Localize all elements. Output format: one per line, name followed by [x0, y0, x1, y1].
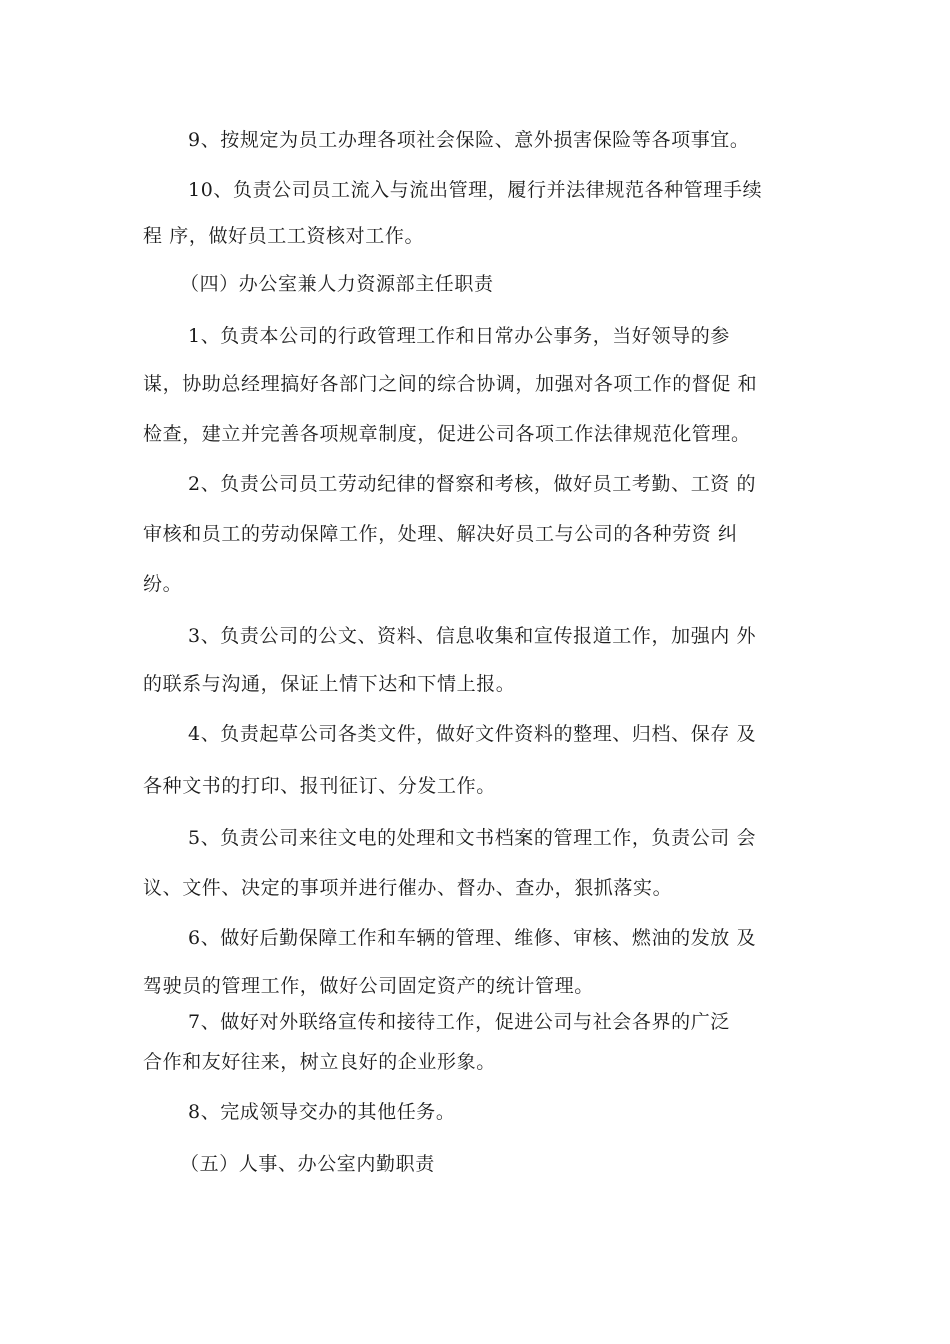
text-line: 8、完成领导交办的其他任务。	[188, 1101, 456, 1123]
text-line: 9、按规定为员工办理各项社会保险、意外损害保险等各项事宜。	[188, 129, 750, 151]
section-heading: （五）人事、办公室内勤职责	[180, 1153, 435, 1175]
text-line: 4、负责起草公司各类文件，做好文件资料的整理、归档、保存 及	[188, 723, 757, 745]
text-line: 谋，协助总经理搞好各部门之间的综合协调，加强对各项工作的督促 和	[143, 373, 758, 395]
text-line: 程 序，做好员工工资核对工作。	[143, 225, 425, 247]
text-line: 1、负责本公司的行政管理工作和日常办公事务，当好领导的参	[188, 325, 730, 347]
text-line: 驾驶员的管理工作，做好公司固定资产的统计管理。	[143, 975, 594, 997]
text-line: 纷。	[143, 573, 183, 595]
text-line: 6、做好后勤保障工作和车辆的管理、维修、审核、燃油的发放 及	[188, 927, 757, 949]
text-line: 7、做好对外联络宣传和接待工作，促进公司与社会各界的广泛	[188, 1011, 730, 1033]
section-heading: （四）办公室兼人力资源部主任职责	[180, 273, 494, 295]
text-line: 各种文书的打印、报刊征订、分发工作。	[143, 775, 496, 797]
text-line: 5、负责公司来往文电的处理和文书档案的管理工作，负责公司 会	[188, 827, 757, 849]
text-line: 2、负责公司员工劳动纪律的督察和考核，做好员工考勤、工资 的	[188, 473, 757, 495]
text-line: 的联系与沟通，保证上情下达和下情上报。	[143, 673, 516, 695]
text-line: 3、负责公司的公文、资料、信息收集和宣传报道工作，加强内 外	[188, 625, 757, 647]
text-line: 10、负责公司员工流入与流出管理，履行并法律规范各种管理手续	[188, 179, 763, 201]
text-line: 审核和员工的劳动保障工作，处理、解决好员工与公司的各种劳资 纠	[143, 523, 738, 545]
text-line: 议、文件、决定的事项并进行催办、督办、查办，狠抓落实。	[143, 877, 673, 899]
text-line: 合作和友好往来，树立良好的企业形象。	[143, 1051, 496, 1073]
text-line: 检查，建立并完善各项规章制度，促进公司各项工作法律规范化管理。	[143, 423, 751, 445]
